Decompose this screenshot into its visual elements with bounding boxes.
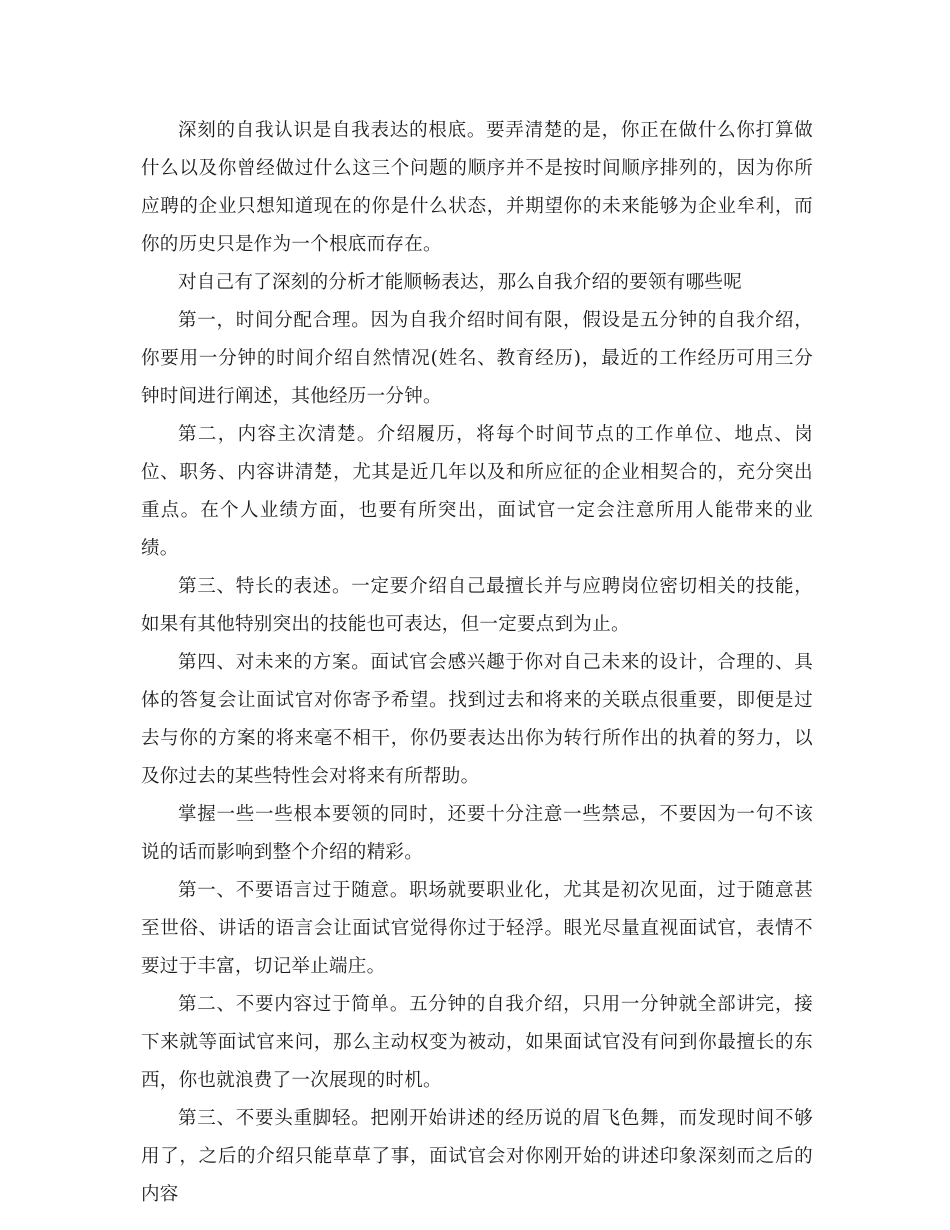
paragraph-content-priority: 第二，内容主次清楚。介绍履历，将每个时间节点的工作单位、地点、岗位、职务、内容讲清楚，尤其是近几年以及和所应征的企业相契合的，充分突出重点。在个人业绩方面，也要有所突出，面试官一定会注意所用人能带来的业绩。 [141,424,813,559]
paragraph-self-knowledge: 深刻的自我认识是自我表达的根底。要弄清楚的是，你正在做什么你打算做什么以及你曾经做过什么这三个问题的顺序并不是按时间顺序排列的，因为你所应聘的企业只想知道现在的你是什么状态，并期望你的未来能够为企业牟利，而你的历史只是作为一个根底而存在。 [141,120,813,255]
paragraph-taboo-top-heavy: 第三、不要头重脚轻。把刚开始讲述的经历说的眉飞色舞，而发现时间不够用了，之后的介绍只能草草了事，面试官会对你刚开始的讲述印象深刻而之后的内容 [141,1108,813,1205]
paragraph-essentials-question: 对自己有了深刻的分析才能顺畅表达，那么自我介绍的要领有哪些呢 [178,272,743,293]
paragraph-taboos-intro: 掌握一些一些根本要领的同时，还要十分注意一些禁忌，不要因为一句不该说的话而影响到整个介绍的精彩。 [141,804,813,863]
paragraph-taboo-casual-language: 第一、不要语言过于随意。职场就要职业化，尤其是初次见面，过于随意甚至世俗、讲话的语言会让面试官觉得你过于轻浮。眼光尽量直视面试官，表情不要过于丰富，切记举止端庄。 [141,880,813,977]
paragraph-taboo-too-simple: 第二、不要内容过于简单。五分钟的自我介绍，只用一分钟就全部讲完，接下来就等面试官来问，那么主动权变为被动，如果面试官没有问到你最擅长的东西，你也就浪费了一次展现的时机。 [141,994,813,1091]
paragraph-future-plan: 第四、对未来的方案。面试官会感兴趣于你对自己未来的设计，合理的、具体的答复会让面试官对你寄予希望。找到过去和将来的关联点很重要，即便是过去与你的方案的将来毫不相干，你仍要表达出你为转行所作出的执着的努力，以及你过去的某些特性会对将来有所帮助。 [141,652,813,787]
document-body [141,112,813,1214]
paragraph-specialty: 第三、特长的表述。一定要介绍自己最擅长并与应聘岗位密切相关的技能，如果有其他特别突出的技能也可表达，但一定要点到为止。 [141,576,813,635]
paragraph-time-allocation: 第一，时间分配合理。因为自我介绍时间有限，假设是五分钟的自我介绍，你要用一分钟的时间介绍自然情况(姓名、教育经历)，最近的工作经历可用三分钟时间进行阐述，其他经历一分钟。 [141,310,813,407]
